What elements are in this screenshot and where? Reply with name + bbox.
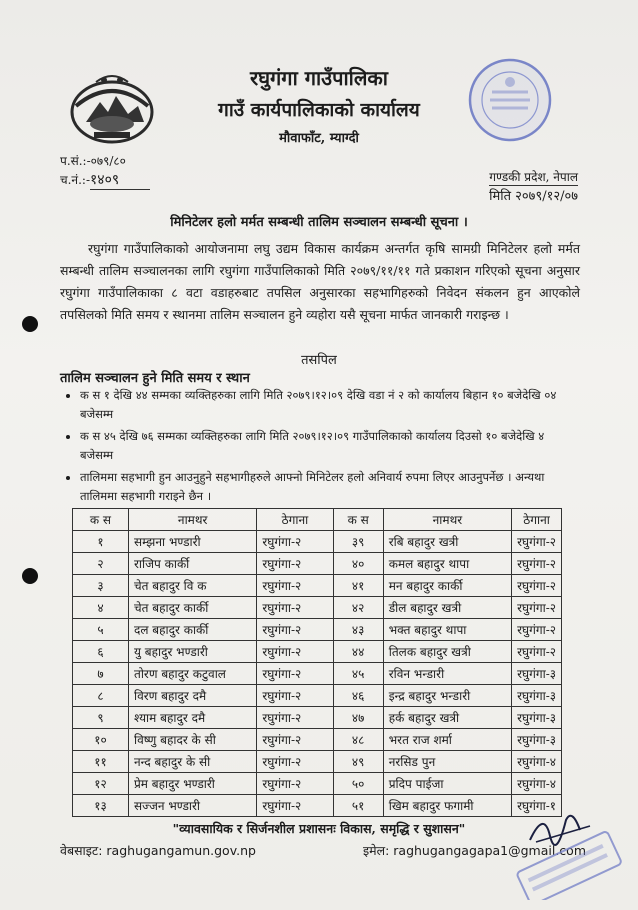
cell-name: डील बहादुर खत्री (383, 597, 511, 619)
cn-reference (60, 170, 150, 190)
punch-hole (22, 316, 38, 332)
notice-body: रघुगंगा गाउँपालिकाको आयोजनामा लघु उद्यम विकास कार्यक्रम अन्तर्गत कृषि सामग्री मिनिटेलर हलो मर्मत सम्बन्धी तालिम सञ्चालनका लागि रघुगंगा गाउँपालिकाको मिति २०७९/११/११ गते प्रकाशन गरिएको सूचना अनुसार रघुगंगा गाउँपालिकाका ८ वटा वडाहरुबाट तपसिल अनुसारका सहभागिहरुको निवेदन संकलन हुन आएकोले तपसिलको मिति समय र स्थानमा तालिम सञ्चालन हुने व्यहोरा यसै सूचना मार्फत जानकारी गराइन्छ । (60, 241, 580, 322)
cell-name: नन्द बहादुर के सी (128, 751, 256, 773)
cell-sn: ४७ (333, 707, 383, 729)
cell-sn: ११ (73, 751, 129, 773)
table-row (73, 751, 562, 773)
cell-sn: ५ (73, 619, 129, 641)
cell-sn: ६ (73, 641, 129, 663)
email-label: इमेल: (362, 843, 390, 858)
office-title: गाउँ कार्यपालिकाको कार्यालय (218, 99, 420, 121)
website-link[interactable]: raghugangamun.gov.np (106, 843, 256, 858)
cn-value: १४०९ (90, 170, 150, 190)
cell-name: प्रदिप पाईजा (383, 773, 511, 795)
cell-address: रघुगंगा-२ (512, 575, 562, 597)
cell-sn: ५१ (333, 795, 383, 817)
cell-address: रघुगंगा-३ (512, 685, 562, 707)
table-row (73, 553, 562, 575)
office-address: मौवाफाँट, म्याग्दी (279, 131, 359, 146)
cell-address: रघुगंगा-२ (257, 575, 333, 597)
cell-sn: १३ (73, 795, 129, 817)
cell-address: रघुगंगा-२ (512, 641, 562, 663)
cell-sn: ९ (73, 707, 129, 729)
cell-sn: १० (73, 729, 129, 751)
cell-name: विरण बहादुर दमै (128, 685, 256, 707)
cell-address: रघुगंगा-२ (257, 553, 333, 575)
cell-name: भरत राज शर्मा (383, 729, 511, 751)
cell-name: दल बहादुर कार्की (128, 619, 256, 641)
cell-sn: ३ (73, 575, 129, 597)
cell-address: रघुगंगा-२ (512, 553, 562, 575)
cell-address: रघुगंगा-२ (257, 729, 333, 751)
cell-sn: ४२ (333, 597, 383, 619)
notice-subject: मिनिटेलर हलो मर्मत सम्बन्धी तालिम सञ्चालन सम्बन्धी सूचना । (170, 215, 468, 230)
cell-name: इन्द्र बहादुर भन्डारी (383, 685, 511, 707)
cell-address: रघुगंगा-१ (512, 795, 562, 817)
cell-name: तिलक बहादुर खत्री (383, 641, 511, 663)
col-header-sn: क स (333, 509, 383, 531)
cell-address: रघुगंगा-२ (257, 619, 333, 641)
ps-label: प.सं.:- (60, 154, 91, 168)
table-row (73, 707, 562, 729)
schedule-list (62, 386, 580, 509)
cell-address: रघुगंगा-२ (257, 597, 333, 619)
cell-address: रघुगंगा-२ (257, 751, 333, 773)
cell-sn: ४१ (333, 575, 383, 597)
ps-value: ०७९/८० (90, 154, 126, 168)
email-link[interactable]: raghugangagapa1@gmail.com (393, 843, 586, 858)
table-row (73, 597, 562, 619)
annex-heading: तसपिल (301, 353, 337, 368)
cell-name: चेत बहादुर कार्की (128, 597, 256, 619)
cell-sn: ४३ (333, 619, 383, 641)
ps-reference (60, 152, 126, 169)
cell-sn: ५० (333, 773, 383, 795)
signature-stamp (510, 800, 630, 900)
table-header-row (73, 509, 562, 531)
table-row (73, 729, 562, 751)
table-row (73, 663, 562, 685)
cell-address: रघुगंगा-२ (512, 597, 562, 619)
col-header-sn: क स (73, 509, 129, 531)
table-body (73, 531, 562, 817)
cell-address: रघुगंगा-२ (512, 531, 562, 553)
cell-name: खिम बहादुर फगामी (383, 795, 511, 817)
cell-name: सज्जन भण्डारी (128, 795, 256, 817)
table-row (73, 575, 562, 597)
cell-name: प्रेम बहादुर भण्डारी (128, 773, 256, 795)
cell-address: रघुगंगा-४ (512, 773, 562, 795)
cell-sn: ४९ (333, 751, 383, 773)
cell-name: हर्क बहादुर खत्री (383, 707, 511, 729)
col-header-address: ठेगाना (512, 509, 562, 531)
cell-address: रघुगंगा-२ (257, 663, 333, 685)
cell-address: रघुगंगा-२ (257, 685, 333, 707)
cell-name: राजिप कार्की (128, 553, 256, 575)
cell-sn: २ (73, 553, 129, 575)
website-label: वेबसाइट: (60, 843, 103, 858)
cell-sn: ४४ (333, 641, 383, 663)
notice-date: मिति २०७९/१२/०७ (489, 189, 578, 204)
cell-address: रघुगंगा-२ (512, 619, 562, 641)
table-row (73, 641, 562, 663)
cell-address: रघुगंगा-२ (257, 795, 333, 817)
punch-hole (22, 568, 38, 584)
participant-table (72, 508, 562, 817)
cell-sn: १२ (73, 773, 129, 795)
cell-address: रघुगंगा-३ (512, 729, 562, 751)
cell-name: श्याम बहादुर दमै (128, 707, 256, 729)
cell-name: मन बहादुर कार्की (383, 575, 511, 597)
cell-sn: ३९ (333, 531, 383, 553)
cell-sn: ४ (73, 597, 129, 619)
slogan: "व्यावसायिक र सिर्जनशील प्रशासनः विकास, समृद्धि र सुशासन" (172, 821, 466, 836)
cell-name: तोरण बहादुर कटुवाल (128, 663, 256, 685)
cell-address: रघुगंगा-२ (257, 641, 333, 663)
col-header-name: नामथर (128, 509, 256, 531)
cell-name: यु बहादुर भण्डारी (128, 641, 256, 663)
website (60, 842, 256, 859)
cell-sn: ८ (73, 685, 129, 707)
table-row (73, 619, 562, 641)
municipality-title: रघुगंगा गाउँपालिका (250, 66, 388, 90)
cell-sn: ४० (333, 553, 383, 575)
schedule-item: • क स १ देखि ४४ सम्मका व्यक्तिहरुका लागि मिति २०७९।१२।०९ देखि वडा नं २ को कार्यालय बिहान १० बजेदेखि ०४ बजेसम्म (80, 386, 580, 424)
cn-label: च.नं.:- (60, 173, 91, 187)
table-row (73, 795, 562, 817)
cell-name: रबि बहादुर खत्री (383, 531, 511, 553)
col-header-name: नामथर (383, 509, 511, 531)
province-label: गण्डकी प्रदेश, नेपाल (489, 170, 578, 184)
cell-sn: ४६ (333, 685, 383, 707)
cell-name: कमल बहादुर थापा (383, 553, 511, 575)
cell-address: रघुगंगा-२ (257, 707, 333, 729)
cell-name: सम्झना भण्डारी (128, 531, 256, 553)
cell-name: भक्त बहादुर थापा (383, 619, 511, 641)
cell-name: चेत बहादुर वि क (128, 575, 256, 597)
cell-address: रघुगंगा-२ (257, 531, 333, 553)
schedule-item: • तालिममा सहभागी हुन आउनुहुने सहभागीहरुले आफ्नो मिनिटेलर हलो अनिवार्य रुपमा लिएर आउनुपर्नेछ । अन्यथा तालिममा सहभागी गराइने छैन । (80, 468, 580, 506)
cell-name: नरसिड पुन (383, 751, 511, 773)
cell-name: रविन भन्डारी (383, 663, 511, 685)
cell-sn: १ (73, 531, 129, 553)
table-row (73, 531, 562, 553)
cell-sn: ७ (73, 663, 129, 685)
cell-sn: ४५ (333, 663, 383, 685)
schedule-title: तालिम सञ्चालन हुने मिति समय र स्थान (60, 371, 250, 386)
schedule-item: • क स ४५ देखि ७६ सम्मका व्यक्तिहरुका लागि मिति २०७९।१२।०९ गाउँपालिकाको कार्यालय दिउसो १० बजेदेखि ४ बजेसम्म (80, 427, 580, 465)
table-row (73, 773, 562, 795)
cell-address: रघुगंगा-३ (512, 707, 562, 729)
cell-address: रघुगंगा-२ (257, 773, 333, 795)
cell-address: रघुगंगा-४ (512, 751, 562, 773)
cell-address: रघुगंगा-३ (512, 663, 562, 685)
cell-sn: ४८ (333, 729, 383, 751)
col-header-address: ठेगाना (257, 509, 333, 531)
cell-name: विष्णु बहादर के सी (128, 729, 256, 751)
table-row (73, 685, 562, 707)
